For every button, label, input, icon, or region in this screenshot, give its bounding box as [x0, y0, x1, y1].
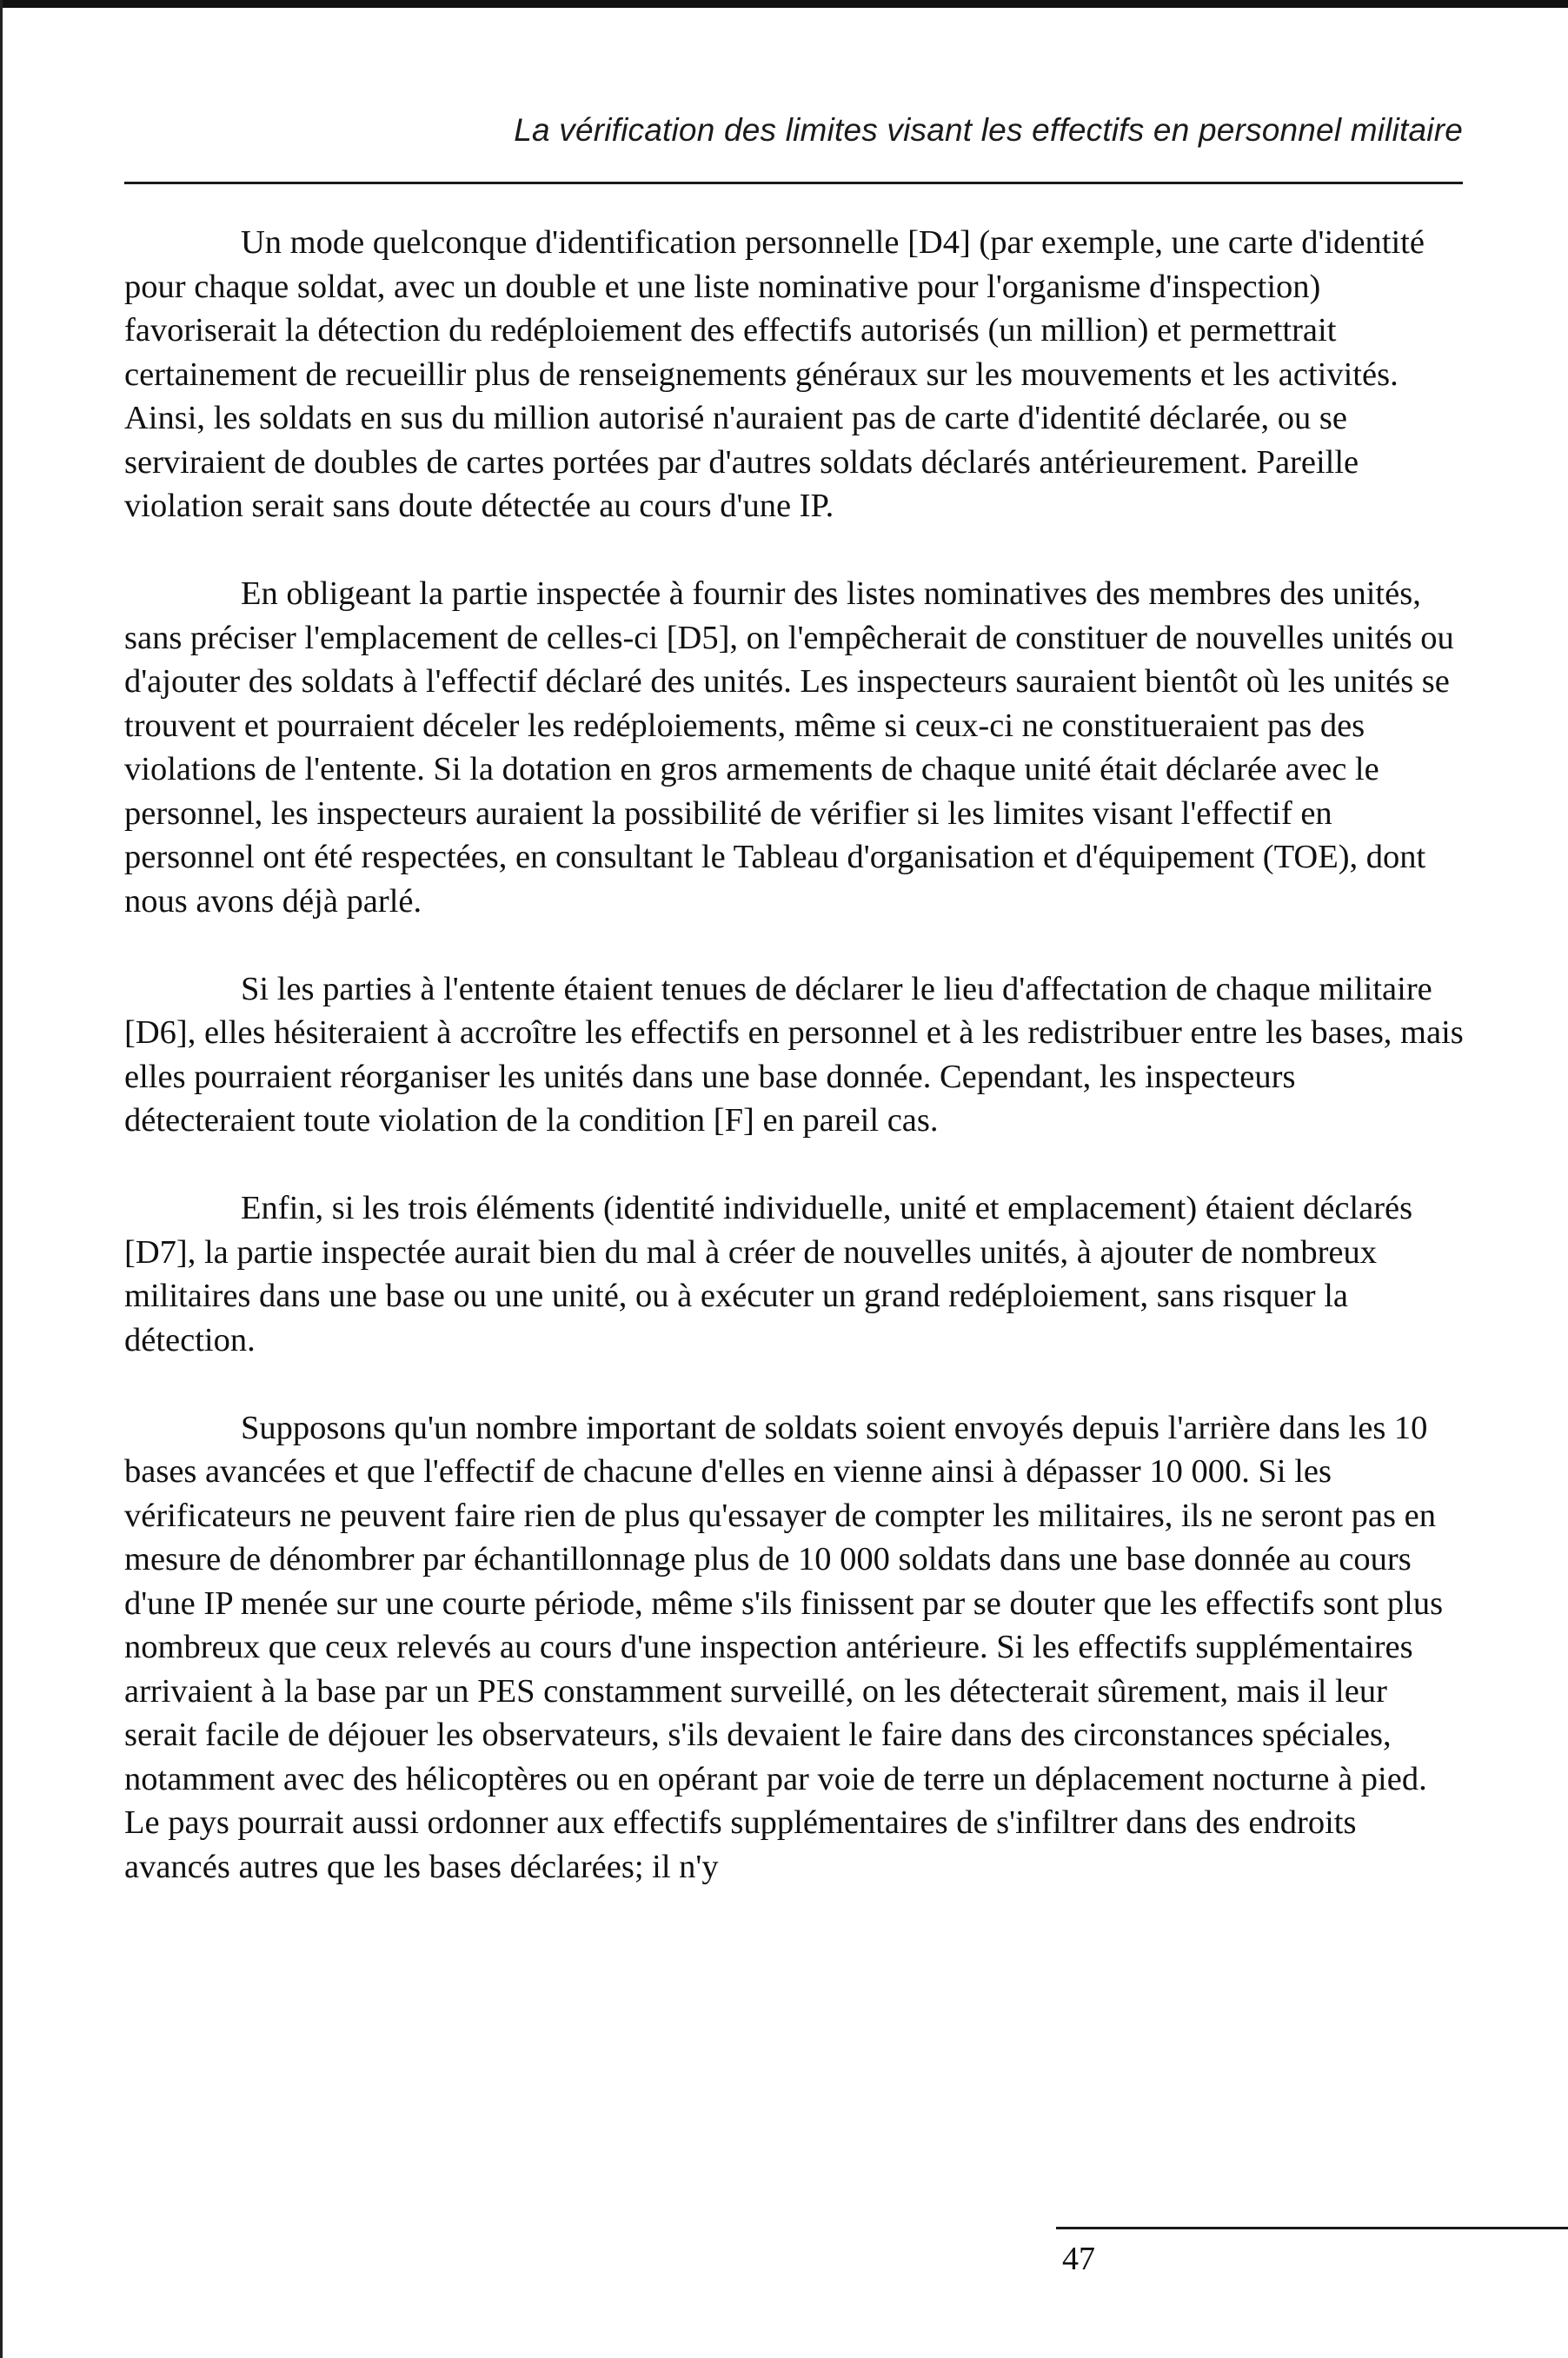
paragraph-4: Enfin, si les trois éléments (identité individuelle, unité et emplacement) étaient déclarés [D7], la partie inspectée aurait bien du mal à créer de nouvelles unités, à ajouter de nombreux militaires dans une base ou une unité, ou à exécuter un grand redéploiement, sans risquer la détection. — [124, 1190, 1413, 1358]
page-number: 47 — [1062, 2241, 1095, 2277]
paragraph-2: En obligeant la partie inspectée à fournir des listes nominatives des membres des unités, sans préciser l'emplacement de celles-ci [D5], on l'empêcherait de constituer de nouvelles unités ou d'ajouter des soldats à l'effectif déclaré des unités. Les inspecteurs sauraient bientôt où les unités se trouvent et pourraient déceler les redéploiements, même si ceux-ci ne constitueraient pas des violations de l'entente. Si la dotation en gros armements de chaque unité était déclarée avec le personnel, les inspecteurs auraient la possibilité de vérifier si les limites visant l'effectif en personnel ont été respectées, en consultant le Tableau d'organisation et d'équipement (TOE), dont nous avons déjà parlé. — [124, 575, 1454, 920]
body-text — [124, 221, 1467, 1933]
header-divider — [124, 182, 1463, 184]
footer-divider — [1056, 2227, 1568, 2229]
paragraph-1: Un mode quelconque d'identification personnelle [D4] (par exemple, une carte d'identité pour chaque soldat, avec un double et une liste nominative pour l'organisme d'inspection) favoriserait la détection du redéploiement des effectifs autorisés (un million) et permettrait certainement de recueillir plus de renseignements généraux sur les mouvements et les activités. Ainsi, les soldats en sus du million autorisé n'auraient pas de carte d'identité déclarée, ou se serviraient de doubles de cartes portées par d'autres soldats déclarés antérieurement. Pareille violation serait sans doute détectée au cours d'une IP. — [124, 224, 1425, 524]
running-header: La vérification des limites visant les effectifs en personnel militaire — [514, 112, 1463, 148]
paragraph-5: Supposons qu'un nombre important de soldats soient envoyés depuis l'arrière dans les 10 bases avancées et que l'effectif de chacune d'elles en vienne ainsi à dépasser 10 000. Si les vérificateurs ne peuvent faire rien de plus qu'essayer de compter les militaires, ils ne seront pas en mesure de dénombrer par échantillonnage plus de 10 000 soldats dans une base donnée au cours d'une IP menée sur une courte période, même s'ils finissent par se douter que les effectifs sont plus nombreux que ceux relevés au cours d'une inspection antérieure. Si les effectifs supplémentaires arrivaient à la base par un PES constamment surveillé, on les détecterait sûrement, mais il leur serait facile de déjouer les observateurs, s'ils devaient le faire dans des circonstances spéciales, notamment avec des hélicoptères ou en opérant par voie de terre un déplacement nocturne à pied. Le pays pourrait aussi ordonner aux effectifs supplémentaires de s'infiltrer dans des endroits avancés autres que les bases déclarées; il n'y — [124, 1409, 1444, 1885]
paragraph-3: Si les parties à l'entente étaient tenues de déclarer le lieu d'affectation de chaque militaire [D6], elles hésiteraient à accroître les effectifs en personnel et à les redistribuer entre les bases, mais elles pourraient réorganiser les unités dans une base donnée. Cependant, les inspecteurs détecteraient toute violation de la condition [F] en pareil cas. — [124, 970, 1464, 1139]
top-border-rule — [0, 0, 1568, 8]
left-border-rule — [0, 0, 3, 2358]
